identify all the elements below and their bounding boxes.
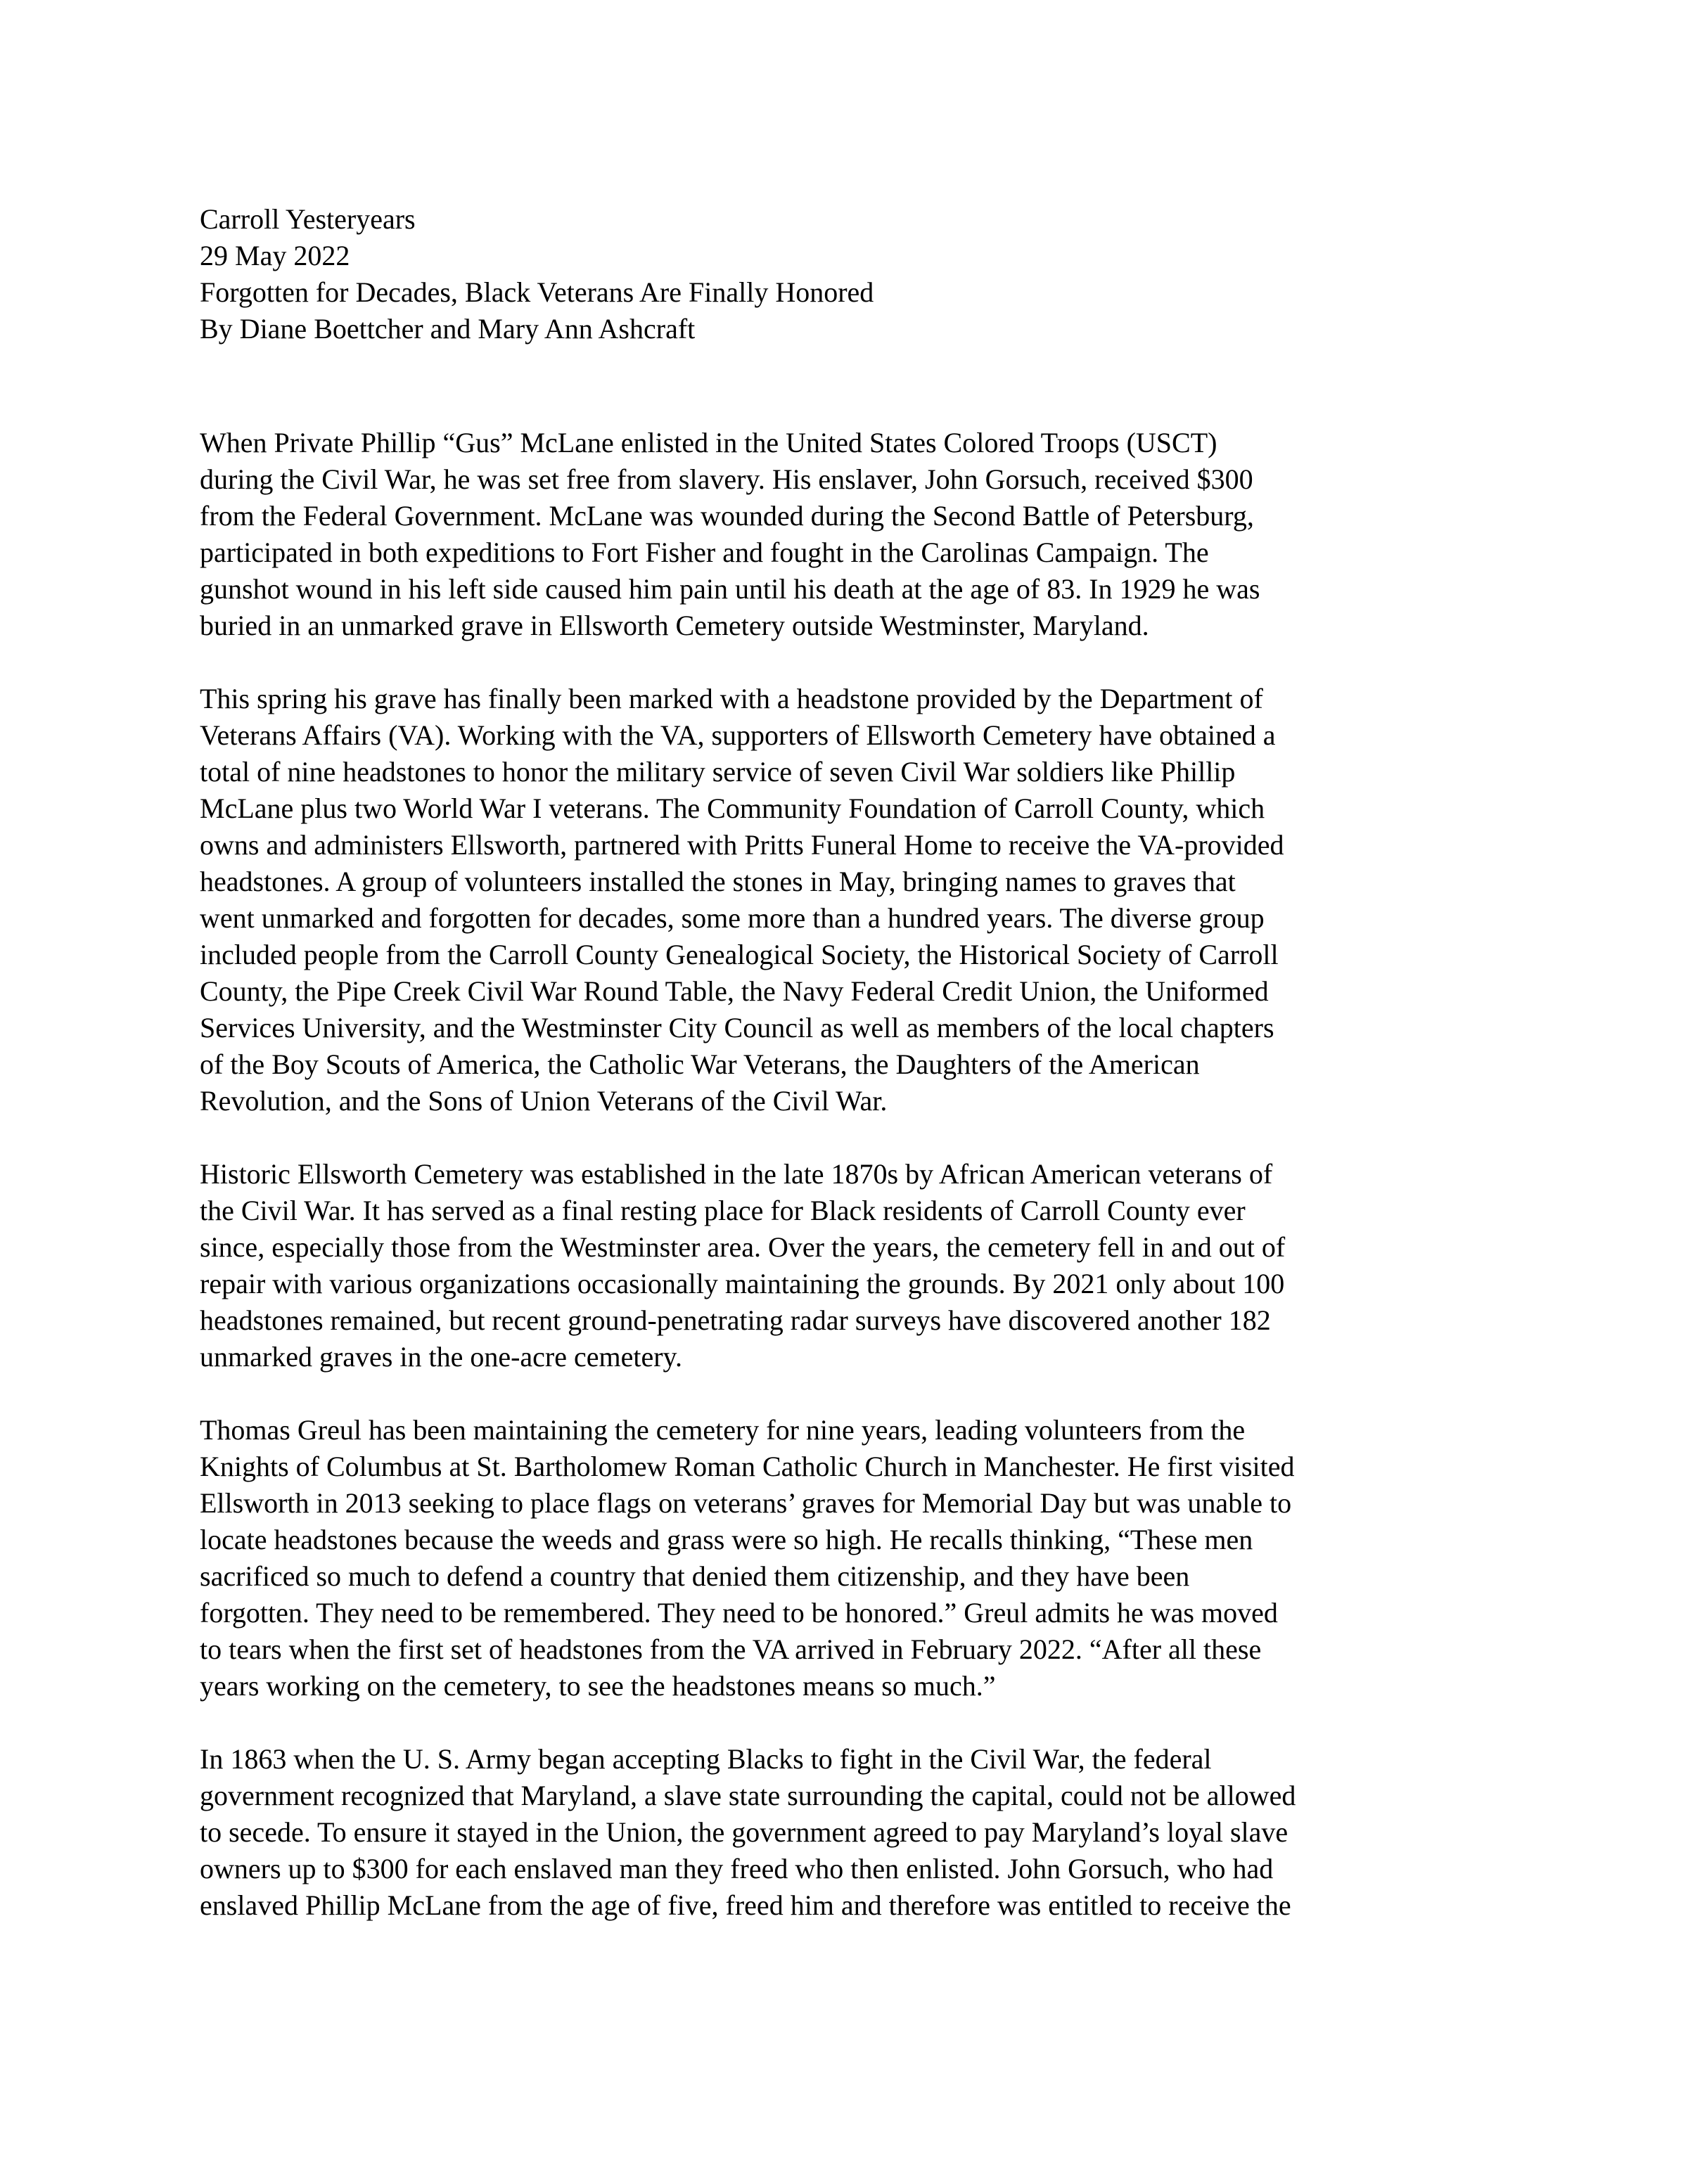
article-header [200, 201, 1508, 347]
paragraph-line: Thomas Greul has been maintaining the cemetery for nine years, leading volunteers from the [200, 1414, 1246, 1446]
article-body [200, 425, 1508, 1924]
paragraph-line: went unmarked and forgotten for decades, some more than a hundred years. The diverse group [200, 902, 1265, 934]
paragraph-line: during the Civil War, he was set free from slavery. His enslaver, John Gorsuch, received $300 [200, 463, 1253, 495]
article-paragraph [200, 1412, 1508, 1704]
paragraph-line: owns and administers Ellsworth, partnered with Pritts Funeral Home to receive the VA-provided [200, 829, 1284, 861]
paragraph-line: years working on the cemetery, to see the headstones means so much.” [200, 1670, 996, 1702]
paragraph-line: In 1863 when the U. S. Army began accepting Blacks to fight in the Civil War, the federal [200, 1743, 1212, 1775]
paragraph-line: gunshot wound in his left side caused him pain until his death at the age of 83. In 1929 he was [200, 573, 1260, 605]
paragraph-line: enslaved Phillip McLane from the age of five, freed him and therefore was entitled to receive the [200, 1889, 1291, 1921]
article-byline: By Diane Boettcher and Mary Ann Ashcraft [200, 313, 696, 345]
paragraph-line: total of nine headstones to honor the military service of seven Civil War soldiers like Phillip [200, 756, 1236, 788]
paragraph-line: since, especially those from the Westminster area. Over the years, the cemetery fell in and out of [200, 1231, 1286, 1263]
article-paragraph [200, 425, 1508, 644]
article-paragraph [200, 1156, 1508, 1375]
document-content [200, 201, 1508, 1960]
paragraph-line: headstones. A group of volunteers installed the stones in May, bringing names to graves that [200, 866, 1236, 897]
paragraph-line: Services University, and the Westminster City Council as well as members of the local chapters [200, 1012, 1274, 1043]
paragraph-line: Knights of Columbus at St. Bartholomew Roman Catholic Church in Manchester. He first visited [200, 1451, 1295, 1482]
paragraph-line: to tears when the first set of headstones from the VA arrived in February 2022. “After all these [200, 1633, 1262, 1665]
publication-date: 29 May 2022 [200, 240, 350, 271]
paragraph-line: County, the Pipe Creek Civil War Round Table, the Navy Federal Credit Union, the Uniformed [200, 975, 1269, 1007]
paragraph-line: McLane plus two World War I veterans. The Community Foundation of Carroll County, which [200, 792, 1265, 824]
paragraph-line: Revolution, and the Sons of Union Veterans of the Civil War. [200, 1085, 888, 1117]
paragraph-line: participated in both expeditions to Fort Fisher and fought in the Carolinas Campaign. The [200, 537, 1209, 568]
paragraph-line: from the Federal Government. McLane was wounded during the Second Battle of Petersburg, [200, 500, 1254, 532]
paragraph-line: unmarked graves in the one-acre cemetery. [200, 1341, 682, 1373]
paragraph-line: of the Boy Scouts of America, the Catholic War Veterans, the Daughters of the American [200, 1048, 1200, 1080]
paragraph-line: Veterans Affairs (VA). Working with the VA, supporters of Ellsworth Cemetery have obtained a [200, 719, 1276, 751]
paragraph-line: Historic Ellsworth Cemetery was established in the late 1870s by African American veterans of [200, 1158, 1273, 1190]
paragraph-line: locate headstones because the weeds and grass were so high. He recalls thinking, “These men [200, 1524, 1253, 1555]
paragraph-line: Ellsworth in 2013 seeking to place flags on veterans’ graves for Memorial Day but was unable to [200, 1487, 1292, 1519]
paragraph-line: owners up to $300 for each enslaved man they freed who then enlisted. John Gorsuch, who had [200, 1853, 1274, 1884]
publication-name: Carroll Yesteryears [200, 203, 416, 235]
paragraph-line: included people from the Carroll County Genealogical Society, the Historical Society of Carroll [200, 939, 1279, 970]
article-title: Forgotten for Decades, Black Veterans Are Finally Honored [200, 276, 874, 308]
paragraph-line: This spring his grave has finally been marked with a headstone provided by the Department of [200, 683, 1263, 714]
paragraph-line: When Private Phillip “Gus” McLane enlisted in the United States Colored Troops (USCT) [200, 427, 1217, 458]
paragraph-line: headstones remained, but recent ground-penetrating radar surveys have discovered another 182 [200, 1304, 1271, 1336]
paragraph-line: repair with various organizations occasionally maintaining the grounds. By 2021 only about 100 [200, 1268, 1285, 1299]
paragraph-line: to secede. To ensure it stayed in the Union, the government agreed to pay Maryland’s loyal slave [200, 1816, 1289, 1848]
paragraph-line: forgotten. They need to be remembered. They need to be honored.” Greul admits he was moved [200, 1597, 1278, 1629]
paragraph-line: the Civil War. It has served as a final resting place for Black residents of Carroll County ever [200, 1195, 1246, 1226]
article-paragraph [200, 1741, 1508, 1924]
article-paragraph [200, 681, 1508, 1119]
paragraph-line: buried in an unmarked grave in Ellsworth Cemetery outside Westminster, Maryland. [200, 610, 1149, 641]
paragraph-line: sacrificed so much to defend a country that denied them citizenship, and they have been [200, 1560, 1190, 1592]
paragraph-line: government recognized that Maryland, a slave state surrounding the capital, could not be allowed [200, 1780, 1296, 1811]
